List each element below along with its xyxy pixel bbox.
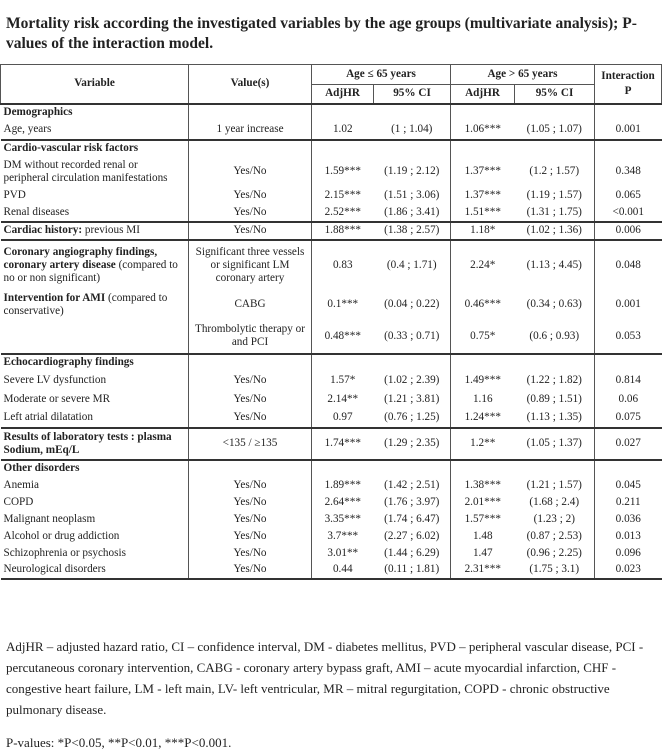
adjhr-gt65-cell: 2.01*** — [464, 495, 501, 508]
variable-cell: Anemia — [1, 477, 189, 494]
adjhr-gt65-cell: 1.57*** — [464, 512, 501, 525]
adjhr-le65-cell: 2.15*** — [324, 188, 361, 201]
ci-gt65-cell: (0.89 ; 1.51) — [515, 390, 595, 409]
header-adjhr-gt65: AdjHR — [451, 85, 515, 104]
ci-gt65-cell: (1.75 ; 3.1) — [515, 562, 595, 579]
value-cell: Yes/No — [189, 204, 312, 222]
adjhr-le65-cell: 0.48*** — [324, 329, 361, 342]
variable-cell: Left atrial dilatation — [1, 409, 189, 428]
interaction-p-cell: 0.036 — [615, 512, 641, 525]
coronary-detail: (compared to no or non significant) — [3, 258, 178, 284]
interaction-p-cell: <0.001 — [612, 205, 644, 218]
header-interaction — [595, 65, 662, 104]
table-row — [1, 157, 662, 187]
adjhr-gt65-cell: 1.24*** — [464, 411, 501, 423]
ci-le65-cell: (0.11 ; 1.81) — [374, 562, 451, 579]
adjhr-le65-cell: 1.57* — [330, 373, 356, 386]
cardiac-history-label: Cardiac history: — [3, 224, 83, 236]
ci-le65-cell: (1.19 ; 2.12) — [374, 157, 451, 187]
variable-cell: DM without recorded renal or peripheral circulation manifestations — [1, 157, 189, 187]
ci-gt65-cell: (0.34 ; 0.63) — [515, 290, 595, 320]
value-cell: Yes/No — [189, 494, 312, 511]
section-echo-row — [1, 354, 662, 371]
header-ci-le65: 95% CI — [374, 85, 451, 104]
value-cell: <135 / ≥135 — [189, 428, 312, 460]
adjhr-le65-cell: 3.7*** — [327, 529, 359, 542]
interaction-p-cell: 0.001 — [615, 298, 641, 310]
header-values: Value(s) — [189, 65, 312, 104]
section-echo: Echocardiography findings — [1, 354, 189, 371]
variable-cell: Severe LV dysfunction — [1, 371, 189, 390]
intervention-label: Intervention for AMI — [3, 291, 106, 304]
ci-gt65-cell: (0.87 ; 2.53) — [515, 528, 595, 545]
adjhr-gt65-cell: 0.75* — [470, 329, 496, 342]
ci-le65-cell: (1.42 ; 2.51) — [374, 477, 451, 494]
adjhr-le65-cell: 0.1*** — [327, 298, 359, 310]
results-table — [0, 64, 662, 580]
interaction-p-cell: 0.096 — [615, 546, 641, 559]
ci-le65-cell: (1.76 ; 3.97) — [374, 494, 451, 511]
variable-cell: Schizophrenia or psychosis — [1, 545, 189, 562]
interaction-p-cell: 0.348 — [615, 165, 641, 177]
table-row — [1, 562, 662, 579]
variable-cell: Age, years — [1, 121, 189, 140]
interaction-p-cell: 0.053 — [615, 329, 641, 342]
p-values-footnote: P-values: *P<0.05, **P<0.01, ***P<0.001. — [6, 735, 232, 750]
value-cell: Yes/No — [189, 528, 312, 545]
ci-gt65-cell: (1.31 ; 1.75) — [515, 204, 595, 222]
ci-le65-cell: (1.74 ; 6.47) — [374, 511, 451, 528]
ci-gt65-cell: (1.2 ; 1.57) — [515, 157, 595, 187]
value-cell: Yes/No — [189, 545, 312, 562]
adjhr-le65-cell: 1.02 — [332, 123, 353, 135]
adjhr-gt65-cell: 1.2** — [470, 437, 496, 449]
value-cell: Yes/No — [189, 390, 312, 409]
ci-le65-cell: (1.02 ; 2.39) — [374, 371, 451, 390]
adjhr-le65-cell: 2.14** — [327, 392, 359, 405]
header-ci-gt65: 95% CI — [515, 85, 595, 104]
table-row — [1, 428, 662, 460]
value-cell: Yes/No — [189, 222, 312, 240]
adjhr-gt65-cell: 0.46*** — [464, 298, 501, 310]
ci-le65-cell: (2.27 ; 6.02) — [374, 528, 451, 545]
adjhr-gt65-cell: 1.16 — [472, 392, 493, 405]
value-cell: Significant three vessels or significant LM coronary artery — [189, 240, 312, 290]
ci-le65-cell: (0.33 ; 0.71) — [374, 320, 451, 354]
table-row — [1, 528, 662, 545]
adjhr-gt65-cell: 1.37*** — [464, 165, 501, 177]
adjhr-le65-cell: 0.44 — [332, 563, 353, 575]
ci-le65-cell: (1.21 ; 3.81) — [374, 390, 451, 409]
value-cell: 1 year increase — [189, 121, 312, 140]
header-age-gt65: Age > 65 years — [451, 65, 595, 85]
adjhr-gt65-cell: 2.31*** — [464, 563, 501, 575]
table-row — [1, 409, 662, 428]
header-interaction-label: Interaction — [601, 69, 655, 82]
table-row — [1, 204, 662, 222]
ci-le65-cell: (1.86 ; 3.41) — [374, 204, 451, 222]
variable-cell: Moderate or severe MR — [1, 390, 189, 409]
interaction-p-cell: 0.048 — [615, 258, 641, 271]
ci-gt65-cell: (0.96 ; 2.25) — [515, 545, 595, 562]
table-row — [1, 371, 662, 390]
section-cardio-row — [1, 140, 662, 157]
adjhr-le65-cell: 1.88*** — [324, 224, 361, 236]
interaction-p-cell: 0.006 — [615, 224, 641, 236]
adjhr-gt65-cell: 1.47 — [472, 546, 493, 559]
table-row — [1, 511, 662, 528]
value-cell: Yes/No — [189, 511, 312, 528]
table-title: Mortality risk according the investigated variables by the age groups (multivariate analysis); P-values of the interaction model. — [6, 15, 637, 52]
value-cell: CABG — [189, 290, 312, 320]
interaction-p-cell: 0.075 — [615, 411, 641, 423]
ci-gt65-cell: (1.22 ; 1.82) — [515, 371, 595, 390]
ci-gt65-cell: (1.68 ; 2.4) — [515, 494, 595, 511]
adjhr-gt65-cell: 1.37*** — [464, 188, 501, 201]
adjhr-gt65-cell: 1.06*** — [464, 123, 501, 135]
interaction-p-cell: 0.023 — [615, 563, 641, 575]
table-row — [1, 121, 662, 140]
adjhr-le65-cell: 1.74*** — [324, 437, 361, 449]
ci-le65-cell: (1 ; 1.04) — [374, 121, 451, 140]
variable-cell: Alcohol or drug addiction — [1, 528, 189, 545]
adjhr-gt65-cell: 1.18* — [470, 224, 496, 236]
adjhr-gt65-cell: 1.49*** — [464, 373, 501, 386]
value-cell: Yes/No — [189, 187, 312, 204]
variable-cell: COPD — [1, 494, 189, 511]
ci-gt65-cell: (1.21 ; 1.57) — [515, 477, 595, 494]
variable-cell: Malignant neoplasm — [1, 511, 189, 528]
section-demographics-row — [1, 104, 662, 121]
ci-gt65-cell: (1.13 ; 4.45) — [515, 240, 595, 290]
ci-gt65-cell: (1.02 ; 1.36) — [515, 222, 595, 240]
value-cell: Thrombolytic therapy or and PCI — [189, 320, 312, 354]
ci-le65-cell: (0.04 ; 0.22) — [374, 290, 451, 320]
table-row — [1, 494, 662, 511]
cardiac-history-detail: previous MI — [82, 224, 140, 236]
adjhr-le65-cell: 3.35*** — [324, 512, 361, 525]
adjhr-gt65-cell: 1.48 — [472, 529, 493, 542]
value-cell: Yes/No — [189, 157, 312, 187]
intervention-detail: (compared to conservative) — [3, 291, 168, 317]
interaction-p-cell: 0.211 — [615, 495, 641, 508]
table-row — [1, 240, 662, 290]
interaction-p-cell: 0.001 — [615, 123, 641, 135]
header-adjhr-le65: AdjHR — [312, 85, 374, 104]
adjhr-gt65-cell: 2.24* — [470, 258, 496, 271]
adjhr-le65-cell: 0.83 — [332, 258, 353, 271]
table-row — [1, 222, 662, 240]
ci-gt65-cell: (1.23 ; 2) — [515, 511, 595, 528]
interaction-p-cell: 0.045 — [615, 478, 641, 491]
interaction-p-cell: 0.814 — [615, 373, 641, 386]
adjhr-gt65-cell: 1.38*** — [464, 478, 501, 491]
variable-cell: Neurological disorders — [1, 562, 189, 579]
table-row — [1, 187, 662, 204]
adjhr-le65-cell: 2.52*** — [324, 205, 361, 218]
variable-cell: PVD — [1, 187, 189, 204]
variable-cell — [1, 290, 189, 320]
interaction-p-cell: 0.013 — [615, 529, 641, 542]
adjhr-le65-cell: 3.01** — [327, 546, 359, 559]
adjhr-le65-cell: 1.89*** — [324, 478, 361, 491]
table-row — [1, 290, 662, 320]
variable-cell — [1, 222, 189, 240]
ci-le65-cell: (0.76 ; 1.25) — [374, 409, 451, 428]
ci-gt65-cell: (1.13 ; 1.35) — [515, 409, 595, 428]
header-age-le65: Age ≤ 65 years — [312, 65, 451, 85]
abbreviations-footnote: AdjHR – adjusted hazard ratio, CI – confidence interval, DM - diabetes mellitus, PVD – peripheral vascular disease, PCI - percutaneous coronary intervention, CABG - coronary artery bypass graft, AMI – acute myocardial infarction, CHF - congestive heart failure, LM - left main, LV- left ventricular, MR – mitral regurgitation, COPD - chronic obstructive pulmonary disease. — [6, 639, 644, 717]
table-row — [1, 320, 662, 354]
ci-le65-cell: (1.44 ; 6.29) — [374, 545, 451, 562]
section-other: Other disorders — [1, 460, 189, 477]
header-row-1 — [1, 65, 662, 85]
coronary-label: Coronary angiography findings, coronary artery disease — [3, 245, 158, 271]
value-cell: Yes/No — [189, 562, 312, 579]
section-other-row — [1, 460, 662, 477]
interaction-p-cell: 0.027 — [615, 437, 641, 449]
ci-gt65-cell: (1.19 ; 1.57) — [515, 187, 595, 204]
variable-cell: Renal diseases — [1, 204, 189, 222]
ci-gt65-cell: (0.6 ; 0.93) — [515, 320, 595, 354]
section-demographics: Demographics — [1, 104, 189, 121]
header-variable: Variable — [1, 65, 189, 104]
ci-le65-cell: (1.29 ; 2.35) — [374, 428, 451, 460]
ci-le65-cell: (0.4 ; 1.71) — [374, 240, 451, 290]
ci-gt65-cell: (1.05 ; 1.37) — [515, 428, 595, 460]
interaction-p-cell: 0.065 — [615, 188, 641, 201]
adjhr-le65-cell: 2.64*** — [324, 495, 361, 508]
value-cell: Yes/No — [189, 371, 312, 390]
adjhr-le65-cell: 1.59*** — [324, 165, 361, 177]
header-interaction-p: P — [624, 84, 632, 97]
value-cell: Yes/No — [189, 409, 312, 428]
adjhr-le65-cell: 0.97 — [332, 411, 353, 423]
table-row — [1, 390, 662, 409]
variable-cell — [1, 240, 189, 290]
ci-le65-cell: (1.51 ; 3.06) — [374, 187, 451, 204]
adjhr-gt65-cell: 1.51*** — [464, 205, 501, 218]
ci-le65-cell: (1.38 ; 2.57) — [374, 222, 451, 240]
table-row — [1, 545, 662, 562]
section-lab: Results of laboratory tests : plasma Sodium, mEq/L — [1, 428, 189, 460]
table-row — [1, 477, 662, 494]
section-cardio: Cardio-vascular risk factors — [1, 140, 189, 157]
value-cell: Yes/No — [189, 477, 312, 494]
interaction-p-cell: 0.06 — [618, 392, 639, 405]
ci-gt65-cell: (1.05 ; 1.07) — [515, 121, 595, 140]
